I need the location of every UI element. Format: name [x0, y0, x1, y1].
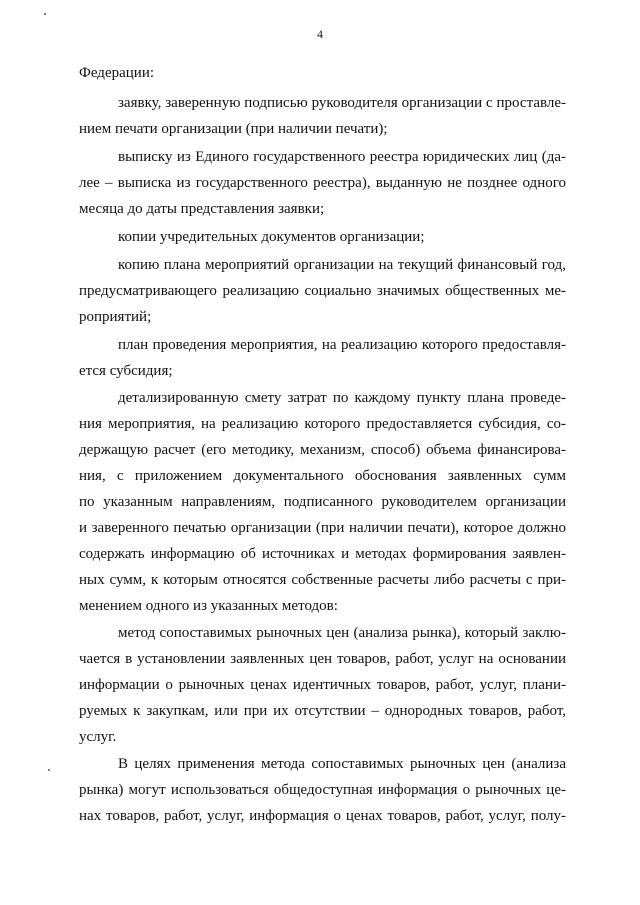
text-line: заявку, заверенную подписью руководителя организации с проставле- — [118, 95, 566, 111]
text-line: план проведения мероприятия, на реализацию которого предоставля- — [118, 337, 566, 353]
scan-speck — [48, 769, 50, 771]
text-line: ния, с приложением документального обоснования заявленных сумм — [79, 468, 566, 484]
text-line: копии учредительных документов организации; — [118, 229, 425, 245]
text-line: В целях применения метода сопоставимых рыночных цен (анализа — [118, 756, 566, 772]
text-line: руемых к закупкам, или при их отсутствии – однородных товаров, работ, — [79, 703, 566, 719]
text-line: ется субсидия; — [79, 363, 173, 379]
text-line: чается в установлении заявленных цен товаров, работ, услуг на основании — [79, 651, 566, 667]
text-line: нах товаров, работ, услуг, информация о ценах товаров, работ, услуг, полу- — [79, 808, 566, 824]
text-line: и заверенного печатью организации (при наличии печати), которое должно — [79, 520, 566, 536]
text-line: копию плана мероприятий организации на текущий финансовый год, — [118, 257, 566, 273]
text-line: менением одного из указанных методов: — [79, 598, 338, 614]
text-line: предусматривающего реализацию социально значимых общественных ме- — [79, 283, 566, 299]
text-line: выписку из Единого государственного реестра юридических лиц (да- — [118, 149, 566, 165]
text-line: роприятий; — [79, 309, 152, 325]
scan-speck — [44, 13, 46, 15]
text-line: рынка) могут использоваться общедоступная информация о рыночных це- — [79, 782, 566, 798]
text-line: Федерации: — [79, 65, 155, 81]
text-line: держащую расчет (его методику, механизм, способ) объема финансирова- — [79, 442, 566, 458]
text-line: содержать информацию об источниках и методах формирования заявлен- — [79, 546, 566, 562]
text-line: лее – выписка из государственного реестра), выданную не позднее одного — [79, 175, 566, 191]
text-line: детализированную смету затрат по каждому пункту плана проведе- — [118, 390, 566, 406]
text-line: услуг. — [79, 729, 117, 745]
text-line: метод сопоставимых рыночных цен (анализа рынка), который заклю- — [118, 625, 566, 641]
text-line: ния мероприятия, на реализацию которого предоставляется субсидия, со- — [79, 416, 566, 432]
text-line: нием печати организации (при наличии печати); — [79, 121, 388, 137]
text-line: месяца до даты представления заявки; — [79, 201, 325, 217]
text-line: информации о рыночных ценах идентичных товаров, работ, услуг, плани- — [79, 677, 566, 693]
text-line: ных сумм, к которым относятся собственные расчеты либо расчеты с при- — [79, 572, 566, 588]
page-number: 4 — [317, 27, 323, 41]
text-line: по указанным направлениям, подписанного руководителем организации — [79, 494, 566, 510]
